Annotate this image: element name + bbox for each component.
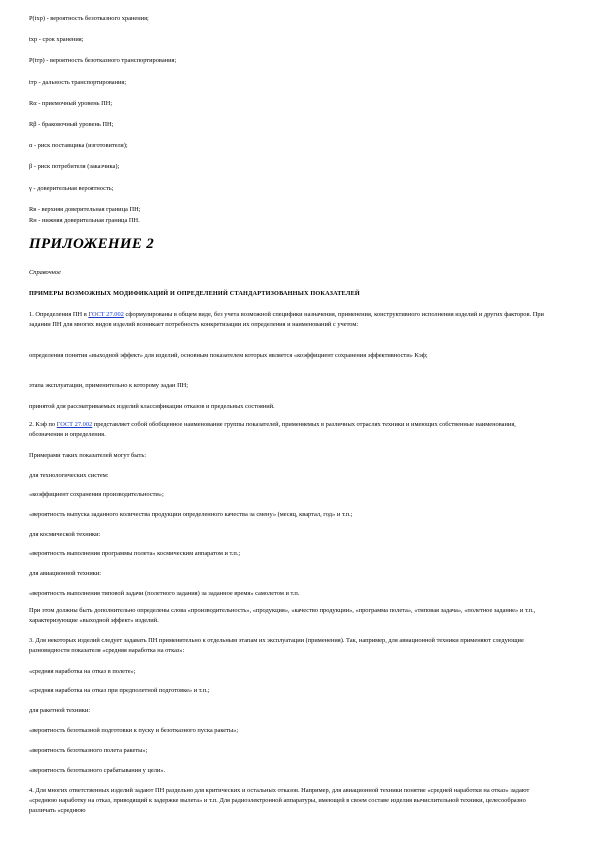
section-subheading: ПРИМЕРЫ ВОЗМОЖНЫХ МОДИФИКАЦИЙ И ОПРЕДЕЛЕНИЙ СТАНДАРТИЗОВАННЫХ ПОКАЗАТЕЛЕЙ [29, 290, 360, 297]
gost-link[interactable]: ГОСТ 27.002 [56, 421, 93, 428]
paragraph-2-end: представляет собой обобщенное наименование группы показателей, применяемых в различных отраслях техники и имеющих собственные наименования, обозначения и определения. [29, 421, 516, 438]
paragraph-1 [29, 310, 549, 330]
body-line: «вероятность выполнения программы полета» космическим аппаратом и т.п.; [29, 550, 241, 557]
paragraph-2 [29, 420, 549, 440]
body-line: 4. Для многих ответственных изделий задают ПН раздельно для критических и остальных отказов. Например, для авиационной техники понятие «средней наработки на отказ» задают «среднюю наработку на отказ, приводящий к задержке вылета» и т.п. Для радиоэлектронной аппаратуры, имеющей в своем составе изделия вычислительной техники, целесообразно различать «среднюю [29, 787, 530, 814]
def-line: P(tтр) - вероятность безотказного транспортирования; [29, 57, 177, 64]
body-line: «вероятность безотказного полета ракеты»; [29, 747, 148, 754]
body-line: «средняя наработка на отказ в полете»; [29, 668, 136, 675]
body-line: для авиационной техники: [29, 570, 102, 577]
body-line: «средняя наработка на отказ при предполетной подготовке» и т.п.; [29, 687, 210, 694]
def-line: γ - доверительная вероятность; [29, 185, 114, 192]
reference-label: Справочное [29, 269, 61, 276]
paragraph-1-start: 1. Определения ПН в [29, 311, 89, 318]
def-line: Rн - нижняя доверительная граница ПН. [29, 217, 140, 224]
body-line: принятой для рассматриваемых изделий классификации отказов и предельных состояний. [29, 403, 275, 410]
def-line: Rв - верхняя доверительная граница ПН; [29, 206, 141, 213]
body-line: «вероятность выполнения типовой задачи (полетного задания) за заданное время» самолетом и т.п. [29, 590, 300, 597]
def-line: tтр - дальность транспортирования; [29, 79, 127, 86]
gost-link[interactable]: ГОСТ 27.002 [88, 311, 124, 318]
body-line: Примерами таких показателей могут быть: [29, 452, 147, 459]
body-line: При этом должны быть дополнительно определены слова «производительность», «продукция», «качество продукции», «программа полета», «типовая задача», «полетное задание» и т.п., характеризующие «выходной эффект» изделий. [29, 607, 536, 624]
body-line: «вероятность безотказной подготовки к пуску и безотказного пуска ракеты»; [29, 727, 239, 734]
def-line: Rβ - браковочный уровень ПН; [29, 121, 114, 128]
def-line: tхр - срок хранения; [29, 36, 84, 43]
def-line: P(tхр) - вероятность безотказного хранения; [29, 15, 149, 22]
def-line: α - риск поставщика (изготовителя); [29, 142, 128, 149]
body-line: 3. Для некоторых изделий следует задавать ПН применительно к отдельным этапам их эксплуатации (применения). Так, например, для авиационной техники применяют следующие разновидности показателя «средняя наработка на отказ»: [29, 637, 524, 654]
body-line: для технологических систем: [29, 472, 109, 479]
def-line: Rα - приемочный уровень ПН; [29, 100, 113, 107]
body-line: этапа эксплуатации, применительно к которому задан ПН; [29, 382, 189, 389]
def-line: β - риск потребителя (заказчика); [29, 163, 120, 170]
body-line: «вероятность безотказного срабатывания у цели». [29, 767, 166, 774]
body-line: определения понятия «выходной эффект» для изделий, основным показателем которых является «коэффициент сохранения эффективности» Kэф; [29, 352, 428, 359]
paragraph-2-start: 2. Kэф по [29, 421, 57, 428]
body-line: «коэффициент сохранения производительности»; [29, 491, 164, 498]
body-line: для космической техники: [29, 531, 101, 538]
appendix-heading: ПРИЛОЖЕНИЕ 2 [29, 236, 155, 252]
body-line: «вероятность выпуска заданного количества продукции определенного качества за смену» (месяц, квартал, год» и т.п.; [29, 511, 353, 518]
paragraph-1-end: сформулированы в общем виде, без учета возможной специфики назначения, применения, конструктивного исполнения изделий и других факторов. При задании ПН для многих видов изделий возникает потребность конкретизации их определения и наименований с учетом: [29, 311, 544, 328]
body-line: для ракетной техники: [29, 707, 91, 714]
